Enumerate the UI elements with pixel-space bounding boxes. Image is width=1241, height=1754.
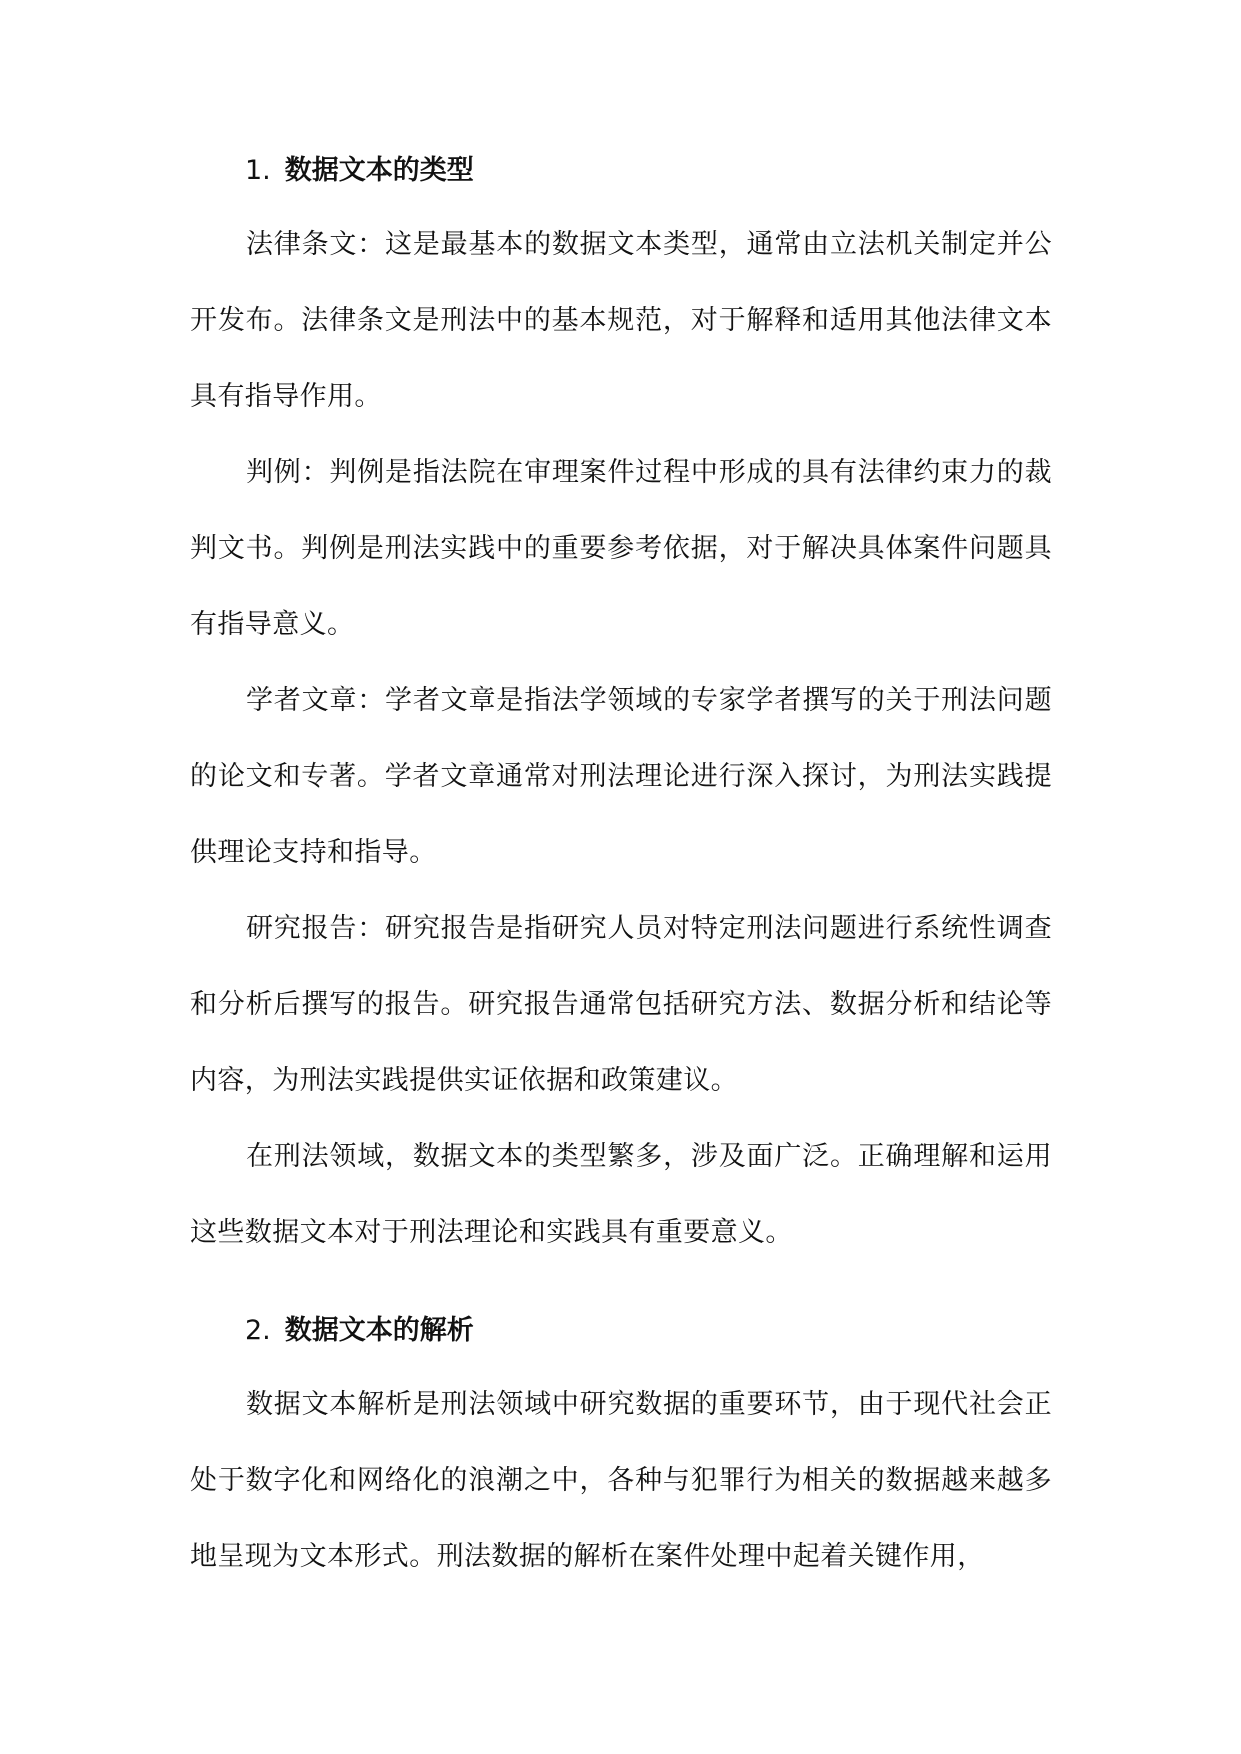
section-2-heading	[245, 1312, 474, 1350]
paragraph-scholar-articles: 学者文章：学者文章是指法学领域的专家学者撰写的关于刑法问题的论文和专著。学者文章通常对刑法理论进行深入探讨，为刑法实践提供理论支持和指导。	[190, 685, 1052, 868]
paragraph-precedents: 判例：判例是指法院在审理案件过程中形成的具有法律约束力的裁判文书。判例是刑法实践中的重要参考依据，对于解决具体案件问题具有指导意义。	[190, 457, 1052, 640]
section-1-title: 数据文本的类型	[284, 155, 474, 186]
paragraph-research-reports: 研究报告：研究报告是指研究人员对特定刑法问题进行系统性调查和分析后撰写的报告。研究报告通常包括研究方法、数据分析和结论等内容，为刑法实践提供实证依据和政策建议。	[190, 913, 1052, 1096]
paragraph-parsing-intro: 数据文本解析是刑法领域中研究数据的重要环节，由于现代社会正处于数字化和网络化的浪潮之中，各种与犯罪行为相关的数据越来越多地呈现为文本形式。刑法数据的解析在案件处理中起着关键作用，	[190, 1389, 1052, 1572]
section-2-number: 2.	[245, 1315, 271, 1346]
section-2-title: 数据文本的解析	[284, 1315, 474, 1346]
paragraph-law-articles: 法律条文：这是最基本的数据文本类型，通常由立法机关制定并公开发布。法律条文是刑法中的基本规范，对于解释和适用其他法律文本具有指导作用。	[190, 229, 1052, 412]
paragraph-summary: 在刑法领域，数据文本的类型繁多，涉及面广泛。正确理解和运用这些数据文本对于刑法理论和实践具有重要意义。	[190, 1141, 1052, 1248]
section-1-heading	[245, 152, 474, 190]
section-1-number: 1.	[245, 155, 271, 186]
